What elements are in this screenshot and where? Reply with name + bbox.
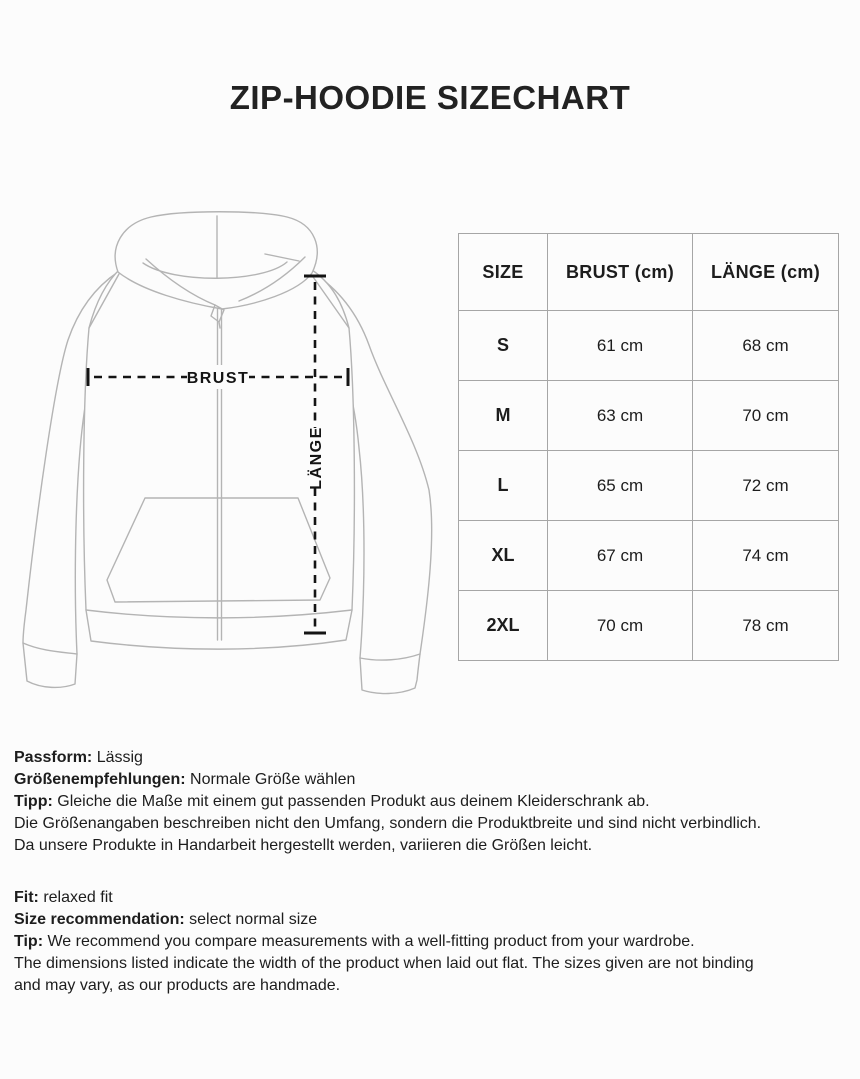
info-line-label: Tip:: [14, 933, 44, 950]
brust-cell: 61 cm: [548, 311, 693, 381]
info-line-label: Größenempfehlungen:: [14, 771, 186, 788]
table-row: [459, 451, 839, 521]
laenge-cell: 78 cm: [693, 591, 839, 661]
info-line: [14, 953, 852, 975]
info-line: [14, 835, 852, 857]
info-line: [14, 813, 852, 835]
size-cell: 2XL: [459, 591, 548, 661]
table-header-row: [459, 234, 839, 311]
brust-cell: 67 cm: [548, 521, 693, 591]
info-line-text: Die Größenangaben beschreiben nicht den Umfang, sondern die Produktbreite und sind nicht verbindlich.: [14, 815, 762, 832]
info-line: [14, 887, 852, 909]
size-cell: XL: [459, 521, 548, 591]
table-row: [459, 311, 839, 381]
info-english: [14, 887, 852, 997]
info-line-label: Passform:: [14, 749, 93, 766]
size-cell: L: [459, 451, 548, 521]
laenge-cell: 74 cm: [693, 521, 839, 591]
info-line-text: and may vary, as our products are handmade.: [14, 977, 341, 994]
info-line: [14, 975, 852, 997]
size-cell: S: [459, 311, 548, 381]
table-row: [459, 381, 839, 451]
hoodie-pocket: [107, 498, 330, 602]
info-line: [14, 791, 852, 813]
info-line-label: Tipp:: [14, 793, 53, 810]
info-line-label: Fit:: [14, 889, 39, 906]
info-line-text: Lässig: [92, 749, 143, 766]
laenge-measure-label: LÄNGE: [308, 426, 325, 490]
info-line-text: relaxed fit: [38, 889, 113, 906]
laenge-cell: 70 cm: [693, 381, 839, 451]
info-line-text: Normale Größe wählen: [185, 771, 356, 788]
table-row: [459, 591, 839, 661]
hoodie-sketch-svg: [15, 210, 450, 705]
info-line-text: We recommend you compare measurements with a well-fitting product from your wardrobe.: [43, 933, 695, 950]
brust-cell: 65 cm: [548, 451, 693, 521]
info-line-text: Gleiche die Maße mit einem gut passenden Produkt aus deinem Kleiderschrank ab.: [52, 793, 650, 810]
info-line: [14, 769, 852, 791]
laenge-cell: 68 cm: [693, 311, 839, 381]
brust-cell: 70 cm: [548, 591, 693, 661]
header-laenge: LÄNGE (cm): [693, 234, 839, 311]
info-line-text: Da unsere Produkte in Handarbeit hergestellt werden, variieren die Größen leicht.: [14, 837, 593, 854]
header-brust: BRUST (cm): [548, 234, 693, 311]
hoodie-diagram: [15, 210, 450, 705]
size-cell: M: [459, 381, 548, 451]
info-line-label: Size recommendation:: [14, 911, 185, 928]
header-size: SIZE: [459, 234, 548, 311]
info-line-text: select normal size: [184, 911, 318, 928]
page-title: ZIP-HOODIE SIZECHART: [229, 79, 631, 116]
info-line: [14, 747, 852, 769]
table-row: [459, 521, 839, 591]
laenge-cell: 72 cm: [693, 451, 839, 521]
brust-measure-label: BRUST: [186, 370, 250, 387]
info-line: [14, 909, 852, 931]
brust-cell: 63 cm: [548, 381, 693, 451]
info-line: [14, 931, 852, 953]
size-table: [458, 233, 839, 661]
info-german: [14, 747, 852, 857]
info-line-text: The dimensions listed indicate the width of the product when laid out flat. The sizes given are not binding: [14, 955, 754, 972]
